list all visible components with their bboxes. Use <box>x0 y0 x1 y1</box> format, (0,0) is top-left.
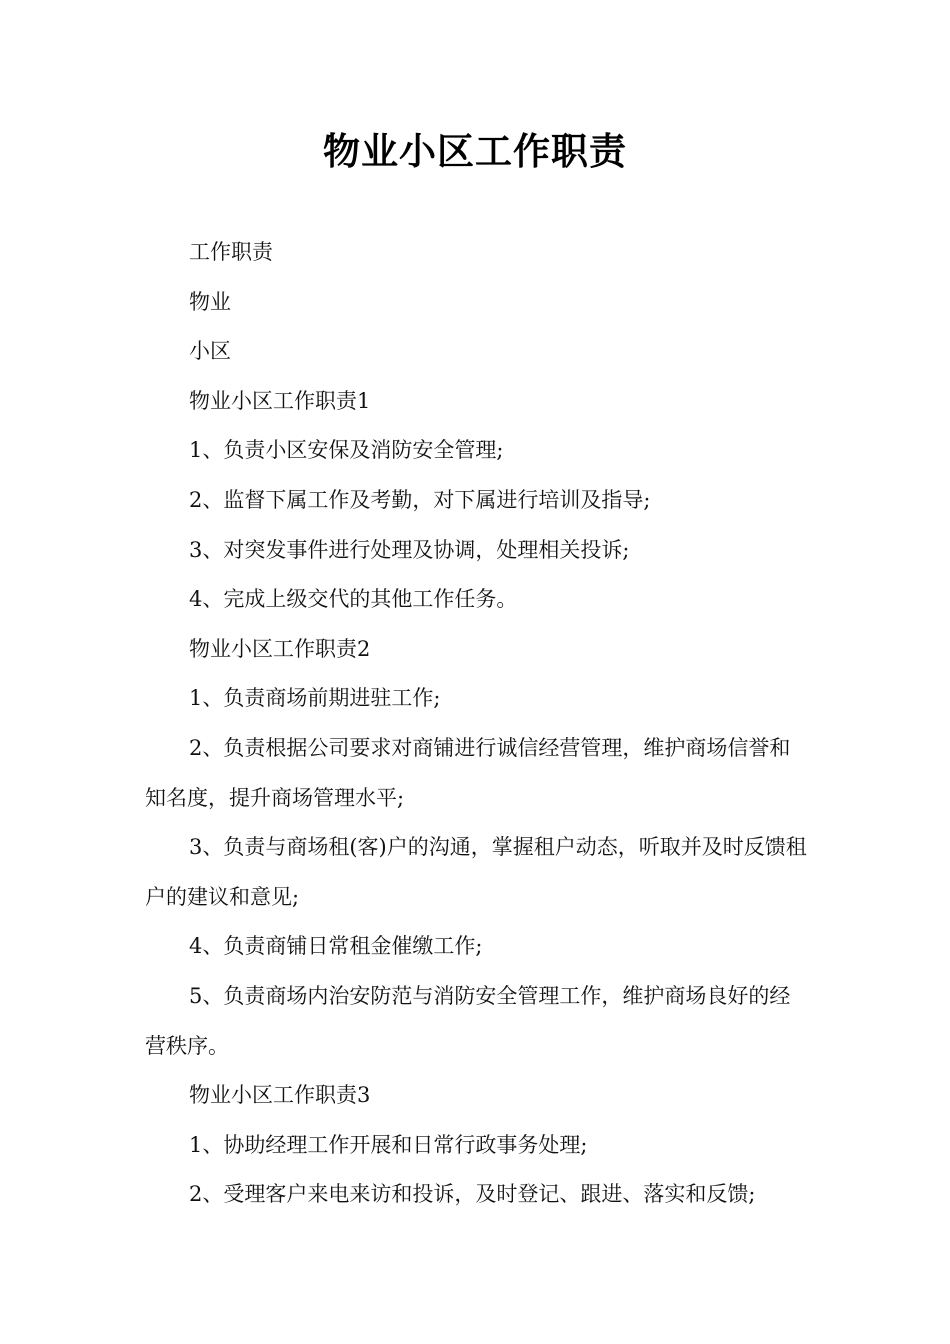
paragraph-list-item: 4、完成上级交代的其他工作任务。 <box>189 587 518 612</box>
paragraph-subheading: 物业小区工作职责1 <box>189 388 371 413</box>
paragraph-list-item: 2、监督下属工作及考勤，对下属进行培训及指导; <box>189 487 651 512</box>
paragraph-list-item: 2、负责根据公司要求对商铺进行诚信经营管理，维护商场信誉和知名度，提升商场管理水平; <box>145 735 791 810</box>
paragraph-list-item: 1、负责商场前期进驻工作; <box>189 686 441 711</box>
paragraph-section-heading: 工作职责 <box>189 240 273 264</box>
paragraph-list-item: 1、协助经理工作开展和日常行政事务处理; <box>189 1132 588 1157</box>
paragraph-subheading: 物业小区工作职责2 <box>189 636 371 661</box>
paragraph-list-item: 3、对突发事件进行处理及协调，处理相关投诉; <box>189 537 630 562</box>
paragraph-list-item: 1、负责小区安保及消防安全管理; <box>189 438 504 463</box>
paragraph-list-item: 5、负责商场内治安防范与消防安全管理工作，维护商场良好的经营秩序。 <box>145 983 791 1058</box>
paragraph-list-item: 4、负责商铺日常租金催缴工作; <box>189 934 483 959</box>
document-title: 物业小区工作职责 <box>323 130 627 173</box>
paragraph-keyword: 小区 <box>189 339 231 364</box>
document-body <box>145 228 810 1220</box>
paragraph-list-item: 3、负责与商场租(客)户的沟通，掌握租户动态，听取并及时反馈租户的建议和意见; <box>145 835 807 909</box>
paragraph-keyword: 物业 <box>189 289 231 314</box>
paragraph-list-item: 2、受理客户来电来访和投诉，及时登记、跟进、落实和反馈; <box>189 1182 756 1207</box>
paragraph-subheading: 物业小区工作职责3 <box>189 1083 371 1108</box>
